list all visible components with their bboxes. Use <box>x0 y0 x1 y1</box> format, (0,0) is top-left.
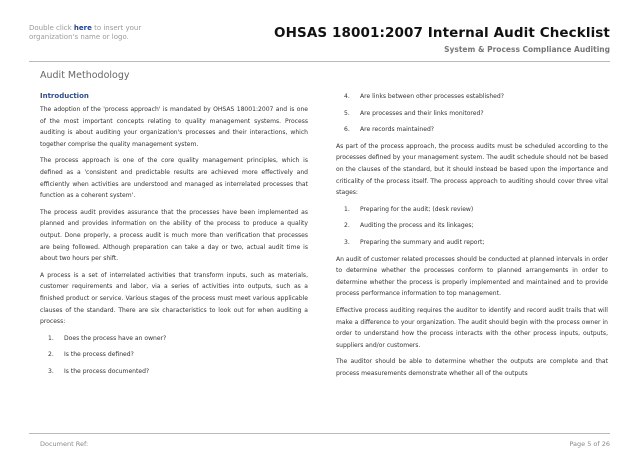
document-subtitle: System & Process Compliance Auditing <box>444 45 610 54</box>
right-column <box>336 91 608 384</box>
list-item <box>40 349 308 361</box>
left-column <box>40 91 308 382</box>
list-text: Preparing for the audit; (desk review) <box>360 205 474 213</box>
list-number: 3. <box>48 367 54 375</box>
logo-placeholder[interactable] <box>29 24 149 42</box>
paragraph: An audit of customer related processes should be conducted at planned intervals in order to determine whether the processes conform to planned arrangements in order to determine whether the process is properly implemented and maintained and to provide process performance information to top management. <box>336 255 608 298</box>
page-number: Page 5 of 26 <box>569 440 610 448</box>
list-number: 5. <box>344 109 350 117</box>
list-text: Does the process have an owner? <box>64 334 167 342</box>
logo-insert-link[interactable]: here <box>73 24 92 32</box>
logo-note-pre: Double click <box>29 24 74 32</box>
paragraph: The auditor should be able to determine whether the outputs are complete and that process measurements demonstrate whether all of the outputs <box>336 358 608 377</box>
paragraph: As part of the process approach, the process audits must be scheduled according to the processes defined by your management system. The audit schedule should not be based on the clauses of the standard, but it should instead be based upon the importance and criticality of the process itself. The process approach to auditing should cover three vital stages: <box>336 142 608 197</box>
list-text: Is the process defined? <box>64 351 134 359</box>
list-text: Preparing the summary and audit report; <box>360 238 485 246</box>
introduction-heading: Introduction <box>40 92 89 100</box>
list-number: 1. <box>48 334 54 342</box>
header-divider <box>29 61 610 62</box>
paragraph: Effective process auditing requires the auditor to identify and record audit trails that will make a difference to your organization. The audit should begin with the process owner in order to understand how the process interacts with the other process inputs, outputs, suppliers and/or customers. <box>336 306 608 349</box>
list-text: Are links between other processes established? <box>360 93 504 100</box>
paragraph: The process approach is one of the core quality management principles, which is defined as a 'consistent and predictable results are achieved more effectively and efficiently when activities are understood and managed as interrelated processes that function as a coherent system'. <box>40 157 308 200</box>
list-text: Are processes and their links monitored? <box>360 109 484 117</box>
document-ref: Document Ref: <box>40 440 89 448</box>
list-number: 4. <box>344 93 350 100</box>
section-title: Audit Methodology <box>40 70 130 81</box>
logo-note-post: to insert your organization's name or logo. <box>29 24 142 41</box>
audit-stages-list <box>336 204 608 249</box>
list-text: Is the process documented? <box>64 367 150 375</box>
paragraph: A process is a set of interrelated activities that transform inputs, such as materials, customer requirements and labor, via a series of activities into outputs, such as a finished product or service. Various stages of the process must meet various applicable clauses of the standard. There are six characteristics to look out for when auditing a process: <box>40 271 308 326</box>
list-item <box>336 124 608 136</box>
list-item <box>40 333 308 345</box>
footer-divider <box>29 433 610 434</box>
characteristics-list-continued <box>336 91 608 136</box>
list-item <box>336 91 608 103</box>
document-title: OHSAS 18001:2007 Internal Audit Checklist <box>274 25 610 41</box>
list-item <box>336 108 608 120</box>
list-item <box>336 220 608 232</box>
list-number: 1. <box>344 205 350 213</box>
list-number: 3. <box>344 238 350 246</box>
paragraph: The adoption of the 'process approach' is mandated by OHSAS 18001:2007 and is one of the most important concepts relating to quality management systems. Process auditing is about auditing your organization's processes and their interactions, which together comprise the quality management system. <box>40 106 308 148</box>
list-item <box>336 237 608 249</box>
list-item <box>40 366 308 378</box>
list-text: Are records maintained? <box>360 126 434 134</box>
characteristics-list <box>40 333 308 378</box>
list-number: 2. <box>48 351 54 359</box>
paragraph: The process audit provides assurance that the processes have been implemented as planned and provides information on the ability of the process to produce a quality output. Done properly, a process audit is much more than verification that processes are being followed. Although preparation can take a day or two, actual audit time is about two hours per shift. <box>40 208 308 263</box>
list-text: Auditing the process and its linkages; <box>360 222 474 230</box>
list-number: 6. <box>344 126 350 134</box>
list-item <box>336 204 608 216</box>
list-number: 2. <box>344 222 350 230</box>
